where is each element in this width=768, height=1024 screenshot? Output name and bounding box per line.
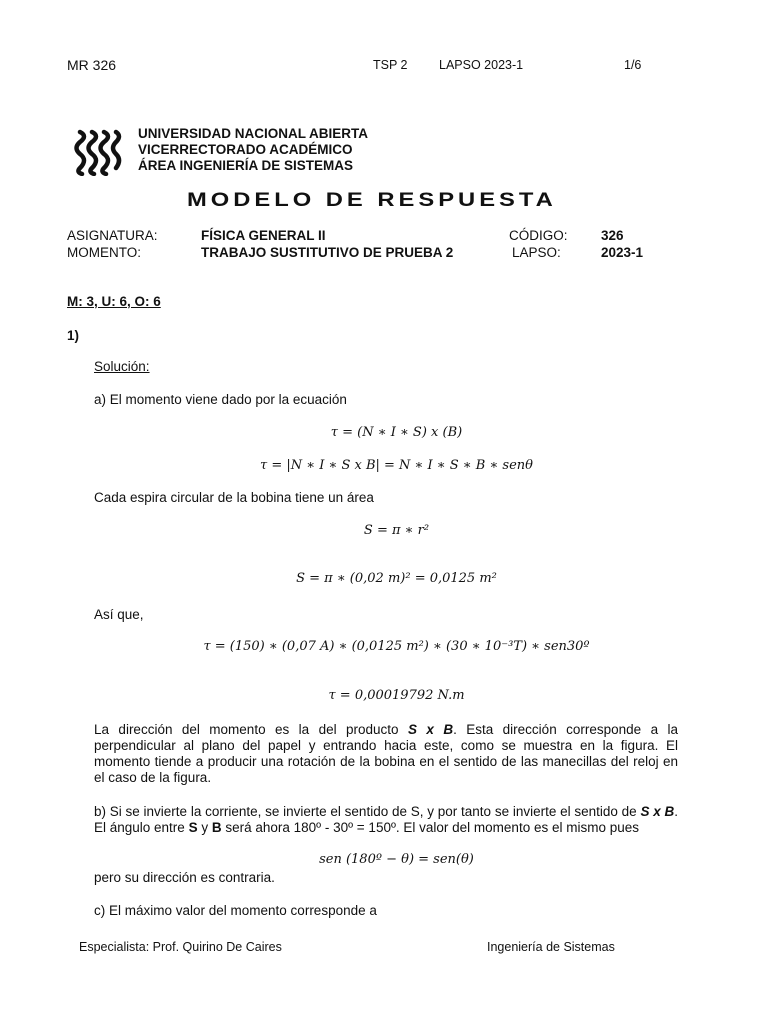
part-b-b: B bbox=[211, 820, 222, 835]
part-b-sxb: S x B bbox=[640, 804, 675, 819]
header-page-number: 1/6 bbox=[624, 58, 642, 72]
direction-text-2: . Esta dirección corresponde a la perpendicular al plano del papel y entrando hacia este, como se muestra en la figura. El momento tiende a producir una rotación de la bobina en el sentido de las manecillas del reloj en el caso de la figura. bbox=[94, 722, 679, 785]
area-text: Cada espira circular de la bobina tiene un área bbox=[94, 490, 374, 505]
lapso-value: 2023-1 bbox=[601, 245, 644, 260]
header-tsp: TSP 2 bbox=[373, 58, 408, 72]
header-course-code: MR 326 bbox=[67, 57, 117, 73]
institution-line-2: VICERRECTORADO ACADÉMICO bbox=[138, 142, 353, 157]
direction-paragraph bbox=[94, 722, 678, 786]
equation-sine-identity: sen (180º − θ) = sen(θ) bbox=[319, 852, 474, 867]
muo-text: M: 3, U: 6, O: 6 bbox=[67, 294, 161, 309]
solution-heading bbox=[94, 359, 150, 374]
contraria-text: pero su dirección es contraria. bbox=[94, 870, 275, 885]
institution-line-3: ÁREA INGENIERÍA DE SISTEMAS bbox=[138, 158, 354, 173]
part-b-text-3: y bbox=[197, 820, 212, 835]
direction-text-1: La dirección del momento es la del producto bbox=[94, 722, 408, 737]
equation-torque-vector: τ = (N ∗ I ∗ S) x (B) bbox=[330, 425, 463, 440]
part-b-s: S bbox=[188, 820, 198, 835]
equation-torque-magnitude: τ = |N ∗ I ∗ S x B| = N ∗ I ∗ S ∗ B ∗ senθ bbox=[260, 458, 533, 473]
part-a-intro: a) El momento viene dado por la ecuación bbox=[94, 392, 347, 407]
equation-area-formula: S = π ∗ r² bbox=[363, 523, 430, 538]
part-b-text-2: . El ángulo entre bbox=[94, 804, 678, 835]
equation-torque-substitution: τ = (150) ∗ (0,07 A) ∗ (0,0125 m²) ∗ (30 ∗ 10⁻³T) ∗ sen30º bbox=[203, 639, 590, 654]
asi-que-text: Así que, bbox=[94, 607, 144, 622]
direction-sxb: S x B bbox=[407, 722, 454, 737]
footer-department: Ingeniería de Sistemas bbox=[487, 940, 615, 954]
asignatura-label: ASIGNATURA: bbox=[67, 228, 158, 243]
institution-line-1: UNIVERSIDAD NACIONAL ABIERTA bbox=[138, 126, 369, 141]
question-number: 1) bbox=[67, 328, 80, 343]
muo-line bbox=[67, 294, 161, 309]
footer-specialist: Especialista: Prof. Quirino De Caires bbox=[79, 940, 282, 954]
equation-torque-result: τ = 0,00019792 N.m bbox=[328, 688, 465, 703]
codigo-value: 326 bbox=[601, 228, 624, 243]
asignatura-value: FÍSICA GENERAL II bbox=[201, 228, 326, 243]
una-logo-icon bbox=[74, 128, 122, 176]
solution-label: Solución: bbox=[94, 359, 150, 374]
momento-value: TRABAJO SUSTITUTIVO DE PRUEBA 2 bbox=[201, 245, 454, 260]
codigo-label: CÓDIGO: bbox=[509, 228, 568, 243]
lapso-label: LAPSO: bbox=[512, 245, 561, 260]
momento-label: MOMENTO: bbox=[67, 245, 141, 260]
part-c-intro: c) El máximo valor del momento corresponde a bbox=[94, 903, 377, 918]
part-b-text-1: b) Si se invierte la corriente, se invierte el sentido de S, y por tanto se invierte el sentido de bbox=[94, 804, 641, 819]
document-title: MODELO DE RESPUESTA bbox=[186, 190, 557, 211]
part-b-text-4: será ahora 180º - 30º = 150º. El valor del momento es el mismo pues bbox=[221, 820, 639, 835]
header-lapso: LAPSO 2023-1 bbox=[439, 58, 524, 72]
equation-area-value: S = π ∗ (0,02 m)² = 0,0125 m² bbox=[296, 571, 497, 586]
part-b-paragraph bbox=[94, 804, 678, 836]
